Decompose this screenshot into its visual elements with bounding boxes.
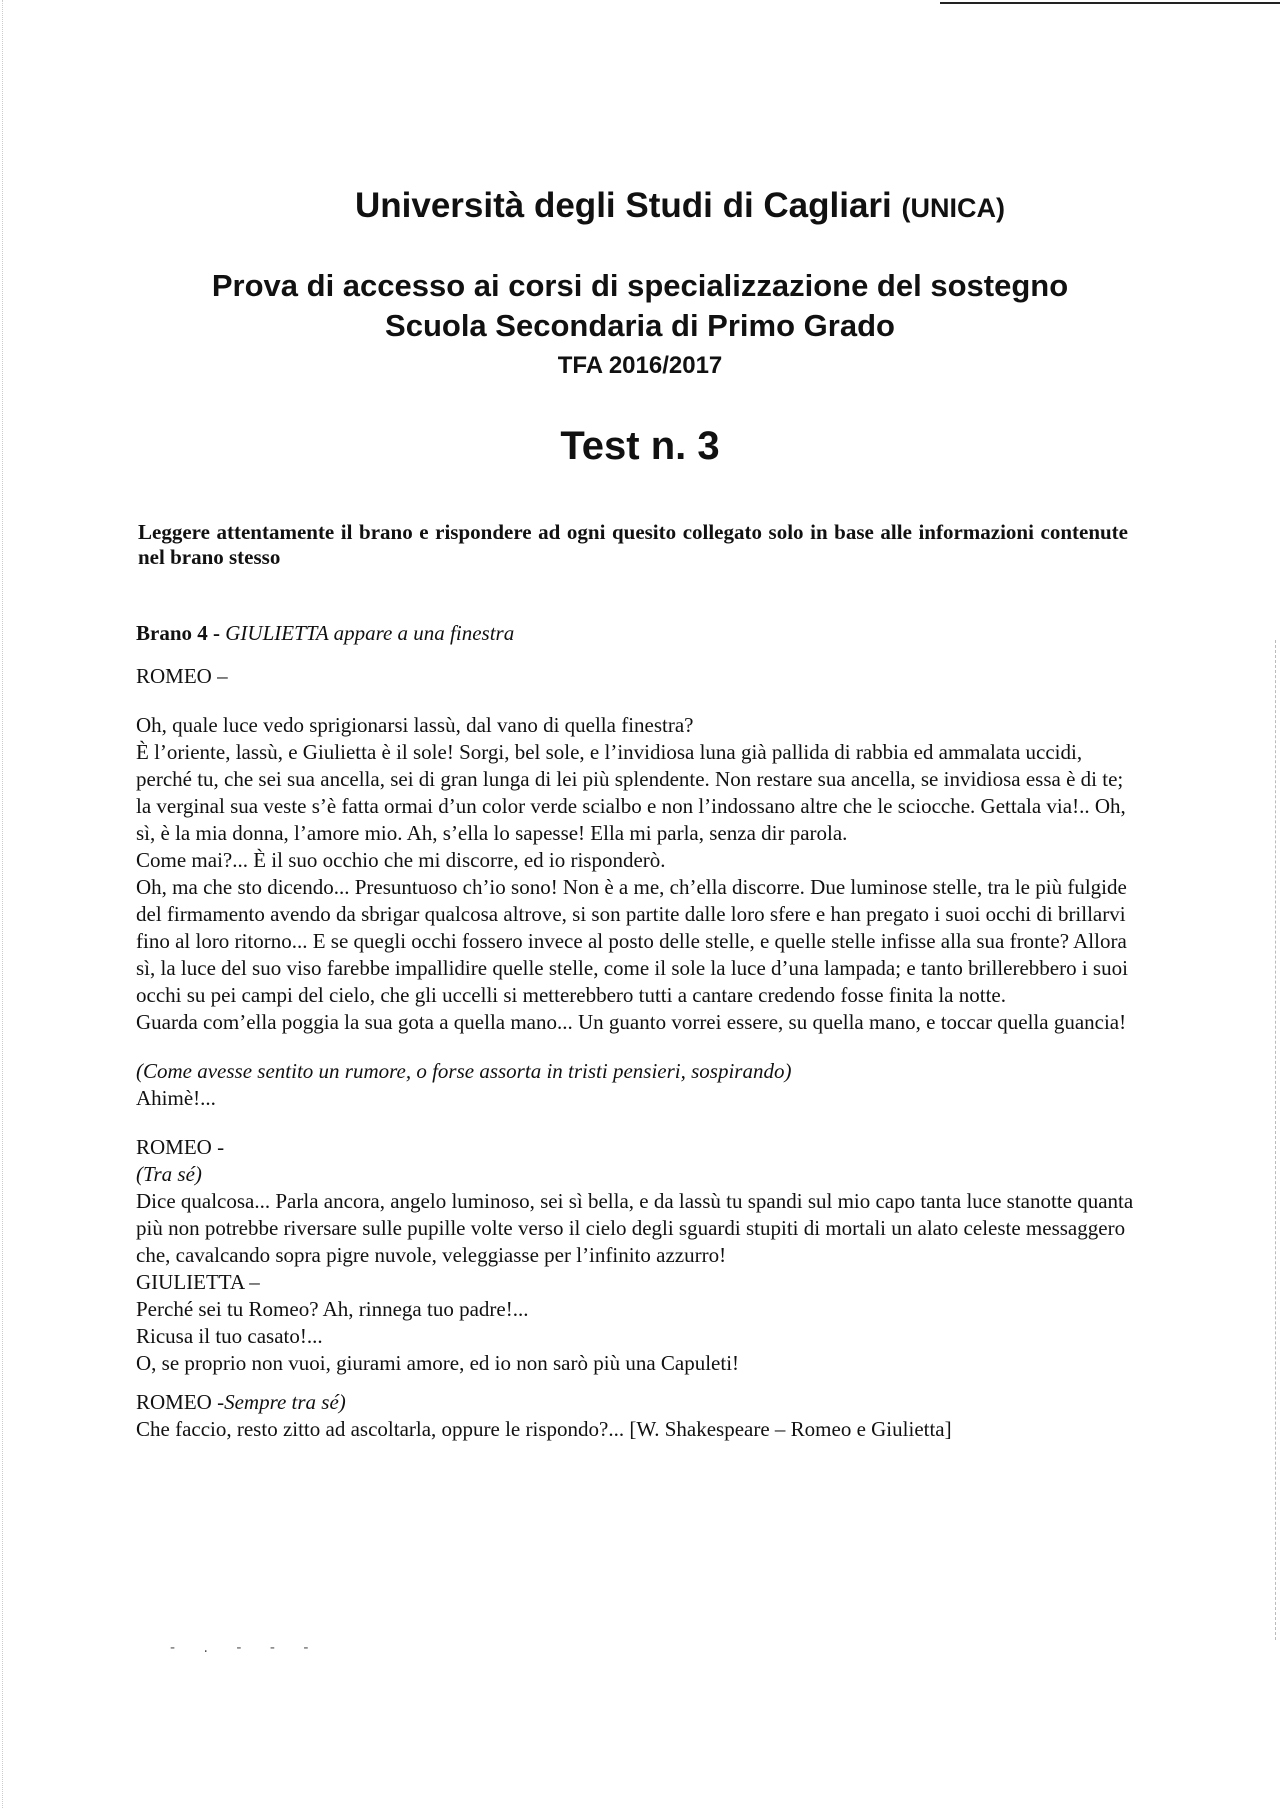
giulietta-line-2: Ricusa il tuo casato!... (136, 1324, 323, 1348)
university-abbr: (UNICA) (901, 193, 1005, 223)
giulietta-sigh: Ahimè!... (136, 1086, 216, 1110)
speaker-romeo-1: ROMEO – (136, 664, 228, 688)
stage-direction-2: (Tra sé) (136, 1162, 202, 1186)
romeo-line-3: Come mai?... È il suo occhio che mi discorre, ed io risponderò. (136, 848, 666, 872)
romeo-line-2: È l’oriente, lassù, e Giulietta è il sole! Sorgi, bel sole, e l’invidiosa luna già pallida di rabbia ed ammalata uccidi, perché tu, che sei sua ancella, sei di gran lunga di lei più splendente. Non restare sua ancella, se invidiosa essa è di te; la verginal sua veste s’è fatta ormai d’un color verde scialbo e non l’indossano altre che le sciocche. Gettala via!.. Oh, sì, è la mia donna, l’amore mio. Ah, s’ella lo sapesse! Ella mi parla, senza dir parola. (136, 740, 1126, 845)
university-name: Università degli Studi di Cagliari (355, 186, 892, 225)
stage-direction-1: (Come avesse sentito un rumore, o forse assorta in tristi pensieri, sospirando) (136, 1059, 792, 1083)
brano-passage (136, 620, 1136, 1443)
brano-title (136, 620, 1136, 647)
brano-label: Brano 4 - (136, 621, 220, 645)
university-title (40, 186, 1280, 226)
stage-direction-3: Sempre tra sé) (224, 1390, 346, 1414)
speaker-romeo-2: ROMEO - (136, 1135, 225, 1159)
speaker-giulietta: GIULIETTA – (136, 1270, 260, 1294)
course-title-line2: Scuola Secondaria di Primo Grado (385, 308, 895, 343)
giulietta-line-1: Perché sei tu Romeo? Ah, rinnega tuo padre!... (136, 1297, 529, 1321)
course-title-line1: Prova di accesso ai corsi di specializzazione del sostegno (211, 268, 1069, 303)
giulietta-line-3: O, se proprio non vuoi, giurami amore, ed io non sarò più una Capuleti! (136, 1351, 740, 1375)
romeo-final-line: Che faccio, resto zitto ad ascoltarla, oppure le rispondo?... [W. Shakespeare – Romeo e Giulietta] (136, 1417, 952, 1441)
course-title (0, 266, 1280, 346)
instructions: Leggere attentamente il brano e rispondere ad ogni quesito collegato solo in base alle informazioni contenute nel brano stesso (138, 520, 1128, 569)
romeo-line-4: Oh, ma che sto dicendo... Presuntuoso ch’io sono! Non è a me, ch’ella discorre. Due luminose stelle, tra le più fulgide del firmamento avendo da sbrigar qualcosa altrove, si son partite dalle loro sfere e han pregato i suoi occhi di brillarvi fino al loro ritorno... E se quegli occhi fossero invece al posto delle stelle, e quelle stelle infisse alla sua fronte? Allora sì, la luce del suo viso farebbe impallidire quelle stelle, come il sole la luce d’una lampada; e tanto brillerebbero i suoi occhi su pei campi del cielo, che gli uccelli si metterebbero tutti a cantare credendo fosse finita la notte. (136, 875, 1128, 1007)
test-number: Test n. 3 (560, 424, 720, 468)
romeo-line-5: Guarda com’ella poggia la sua gota a quella mano... Un guanto vorrei essere, su quella mano, e toccar quella guancia! (136, 1010, 1127, 1034)
speaker-romeo-3-name: ROMEO - (136, 1390, 225, 1414)
scan-footer-marks: - . - - - (170, 1640, 321, 1656)
brano-subtitle: GIULIETTA appare a una finestra (225, 621, 515, 645)
speaker-romeo-3 (136, 1389, 1136, 1416)
scan-edge-right (1274, 640, 1276, 1640)
romeo-speech-2: Dice qualcosa... Parla ancora, angelo luminoso, sei sì bella, e da lassù tu spandi sul mio capo tanta luce stanotte quanta più non potrebbe riversare sulle pupille volte verso il cielo degli sguardi stupiti di mortali un alato celeste messaggero che, cavalcando sopra pigre nuvole, veleggiasse per l’infinito azzurro! (136, 1189, 1134, 1267)
scan-border-line (940, 2, 1280, 4)
tfa-year: TFA 2016/2017 (557, 352, 723, 379)
romeo-line-1: Oh, quale luce vedo sprigionarsi lassù, dal vano di quella finestra? (136, 713, 694, 737)
